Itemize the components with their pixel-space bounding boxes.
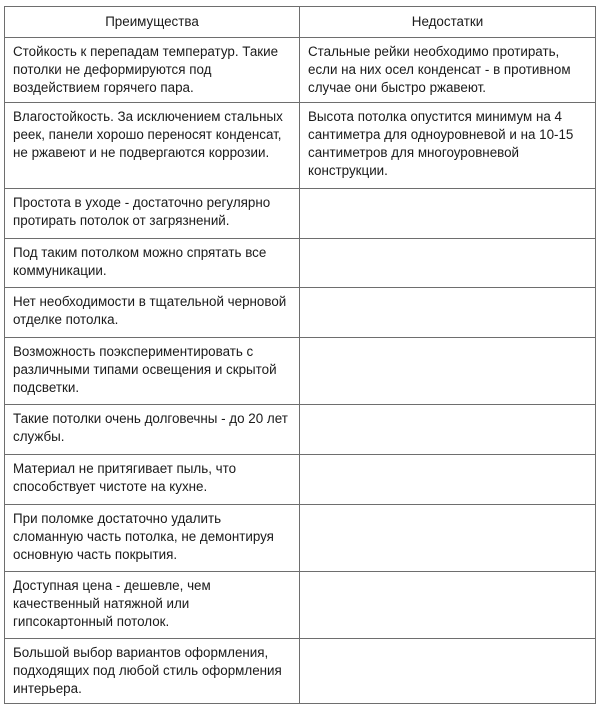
disadvantage-cell bbox=[300, 505, 596, 572]
disadvantage-cell bbox=[300, 455, 596, 505]
table-row bbox=[5, 288, 596, 338]
table-row bbox=[5, 505, 596, 572]
table-row bbox=[5, 405, 596, 455]
advantage-cell: Нет необходимости в тщательной черновой отделке потолка. bbox=[5, 288, 300, 338]
disadvantage-cell: Стальные рейки необходимо протирать, если на них осел конденсат - в противном случае они быстро ржавеют. bbox=[300, 38, 596, 103]
advantage-cell: Под таким потолком можно спрятать все коммуникации. bbox=[5, 239, 300, 288]
disadvantage-cell bbox=[300, 338, 596, 405]
advantage-cell: При поломке достаточно удалить сломанную часть потолка, не демонтируя основную часть покрытия. bbox=[5, 505, 300, 572]
advantage-cell: Простота в уходе - достаточно регулярно протирать потолок от загрязнений. bbox=[5, 189, 300, 239]
advantage-cell: Такие потолки очень долговечны - до 20 лет службы. bbox=[5, 405, 300, 455]
advantage-cell: Материал не притягивает пыль, что способствует чистоте на кухне. bbox=[5, 455, 300, 505]
table-row bbox=[5, 639, 596, 704]
advantage-cell: Возможность поэкспериментировать с различными типами освещения и скрытой подсветки. bbox=[5, 338, 300, 405]
disadvantage-cell bbox=[300, 572, 596, 639]
table-row bbox=[5, 189, 596, 239]
disadvantage-cell bbox=[300, 639, 596, 704]
advantage-cell: Доступная цена - дешевле, чем качественный натяжной или гипсокартонный потолок. bbox=[5, 572, 300, 639]
pros-cons-table bbox=[4, 6, 596, 704]
table-row bbox=[5, 239, 596, 288]
header-row bbox=[5, 7, 596, 38]
table-row bbox=[5, 103, 596, 189]
disadvantage-cell bbox=[300, 189, 596, 239]
advantage-cell: Большой выбор вариантов оформления, подходящих под любой стиль оформления интерьера. bbox=[5, 639, 300, 704]
table-row bbox=[5, 455, 596, 505]
table-row bbox=[5, 38, 596, 103]
disadvantage-cell: Высота потолка опустится минимум на 4 сантиметра для одноуровневой и на 10-15 сантиметров для многоуровневой конструкции. bbox=[300, 103, 596, 189]
disadvantage-cell bbox=[300, 405, 596, 455]
disadvantage-cell bbox=[300, 239, 596, 288]
header-disadvantages: Недостатки bbox=[300, 7, 596, 38]
header-advantages: Преимущества bbox=[5, 7, 300, 38]
advantage-cell: Стойкость к перепадам температур. Такие потолки не деформируются под воздействием горячего пара. bbox=[5, 38, 300, 103]
table-row bbox=[5, 338, 596, 405]
table-row bbox=[5, 572, 596, 639]
disadvantage-cell bbox=[300, 288, 596, 338]
advantage-cell: Влагостойкость. За исключением стальных реек, панели хорошо переносят конденсат, не ржавеют и не подвергаются коррозии. bbox=[5, 103, 300, 189]
